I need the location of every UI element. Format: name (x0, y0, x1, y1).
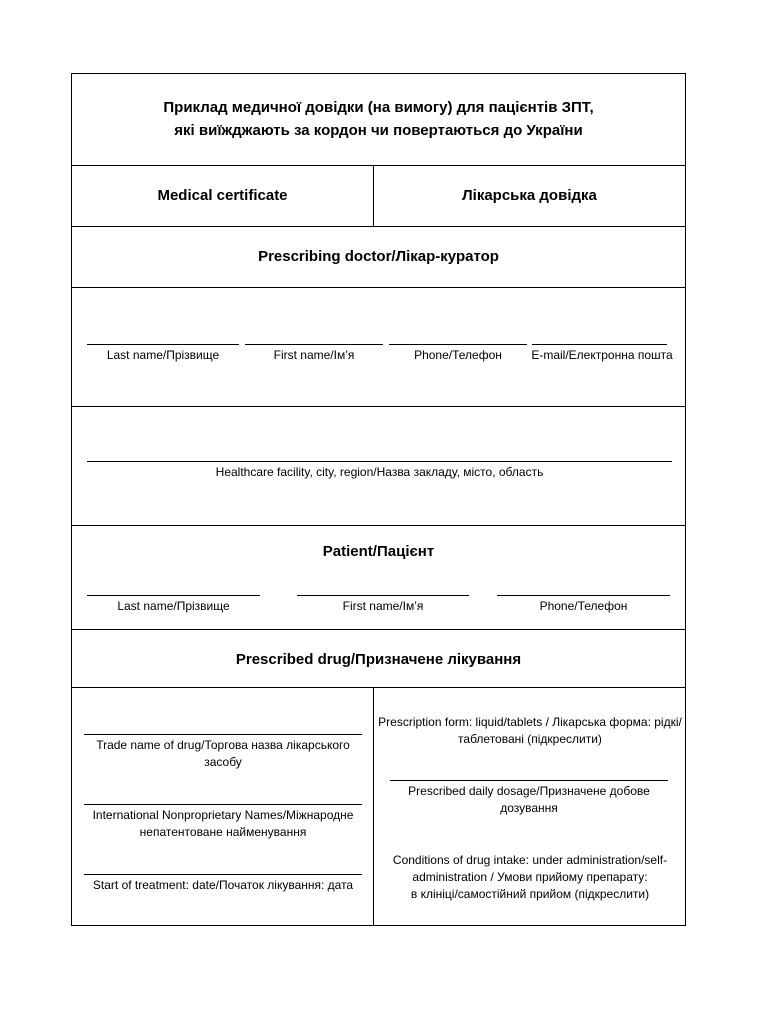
patient-heading: Patient/Пацієнт (322, 543, 435, 560)
form-title (72, 74, 685, 142)
doctor-phone-label: Phone/Телефон (414, 348, 502, 362)
doctor-last-name-field[interactable] (87, 344, 239, 364)
start-date-field[interactable] (78, 874, 368, 894)
patient-phone-label: Phone/Телефон (539, 599, 628, 613)
title-section (72, 74, 685, 166)
doctor-first-name-label: First name/Ім’я (273, 348, 355, 362)
patient-last-name-field[interactable] (87, 595, 260, 615)
facility-line (87, 461, 672, 462)
inn-label: International Nonproprietary Names/Міжнародне непатентоване найменування (92, 808, 354, 839)
intake-conditions (378, 852, 682, 903)
start-date-label: Start of treatment: date/Початок лікування: дата (92, 878, 354, 892)
trade-name-label: Trade name of drug/Торгова назва лікарського засобу (96, 738, 350, 769)
doctor-contact-row (72, 288, 685, 407)
patient-phone-field[interactable] (497, 595, 670, 615)
patient-last-name-line (87, 595, 260, 596)
patient-row (72, 526, 685, 630)
patient-first-name-line (297, 595, 469, 596)
doctor-heading-row (72, 227, 685, 288)
daily-dosage-label: Prescribed daily dosage/Призначене добове дозування (408, 784, 650, 815)
patient-last-name-label: Last name/Прізвище (117, 599, 230, 613)
doctor-phone-field[interactable] (389, 344, 527, 364)
certificate-row (72, 166, 685, 227)
patient-phone-line (497, 595, 670, 596)
doctor-last-name-line (87, 344, 239, 345)
doctor-first-name-field[interactable] (245, 344, 383, 364)
drug-details-row (72, 688, 685, 925)
certificate-label-en: Medical certificate (157, 187, 288, 204)
intake-conditions-line-2: в клініці/самостійний прийом (підкреслити) (410, 887, 650, 901)
patient-first-name-label: First name/Ім’я (342, 599, 424, 613)
inn-line (84, 804, 362, 805)
doctor-email-field[interactable] (527, 344, 677, 364)
patient-first-name-field[interactable] (297, 595, 469, 615)
medical-certificate-form (71, 73, 686, 926)
title-line-1: Приклад медичної довідки (на вимогу) для пацієнтів ЗПТ, (163, 99, 594, 116)
prescription-form-label: Prescription form: liquid/tablets / Лікарська форма: рідкі/таблетовані (підкреслити) (378, 715, 682, 746)
doctor-last-name-label: Last name/Прізвище (106, 348, 220, 362)
daily-dosage-line (390, 780, 668, 781)
doctor-first-name-line (245, 344, 383, 345)
intake-conditions-line-1: Conditions of drug intake: under administration/self-administration / Умови прийому препарату: (392, 853, 668, 884)
facility-row (72, 407, 685, 526)
facility-field[interactable] (87, 461, 672, 481)
drug-column-divider (373, 688, 374, 925)
daily-dosage-field[interactable] (390, 780, 668, 817)
doctor-email-label: E-mail/Електронна пошта (531, 348, 673, 362)
inn-field[interactable] (78, 804, 368, 841)
drug-heading-row (72, 630, 685, 688)
title-line-2: які виїжджають за кордон чи повертаються до України (174, 122, 583, 139)
doctor-email-line (532, 344, 667, 345)
facility-label: Healthcare facility, city, region/Назва закладу, місто, область (215, 465, 544, 479)
trade-name-line (84, 734, 362, 735)
certificate-label-uk: Лікарська довідка (462, 187, 597, 204)
doctor-heading: Prescribing doctor/Лікар-куратор (258, 248, 499, 265)
drug-heading: Prescribed drug/Призначене лікування (235, 651, 522, 668)
doctor-phone-line (389, 344, 527, 345)
start-date-line (84, 874, 362, 875)
trade-name-field[interactable] (78, 734, 368, 771)
